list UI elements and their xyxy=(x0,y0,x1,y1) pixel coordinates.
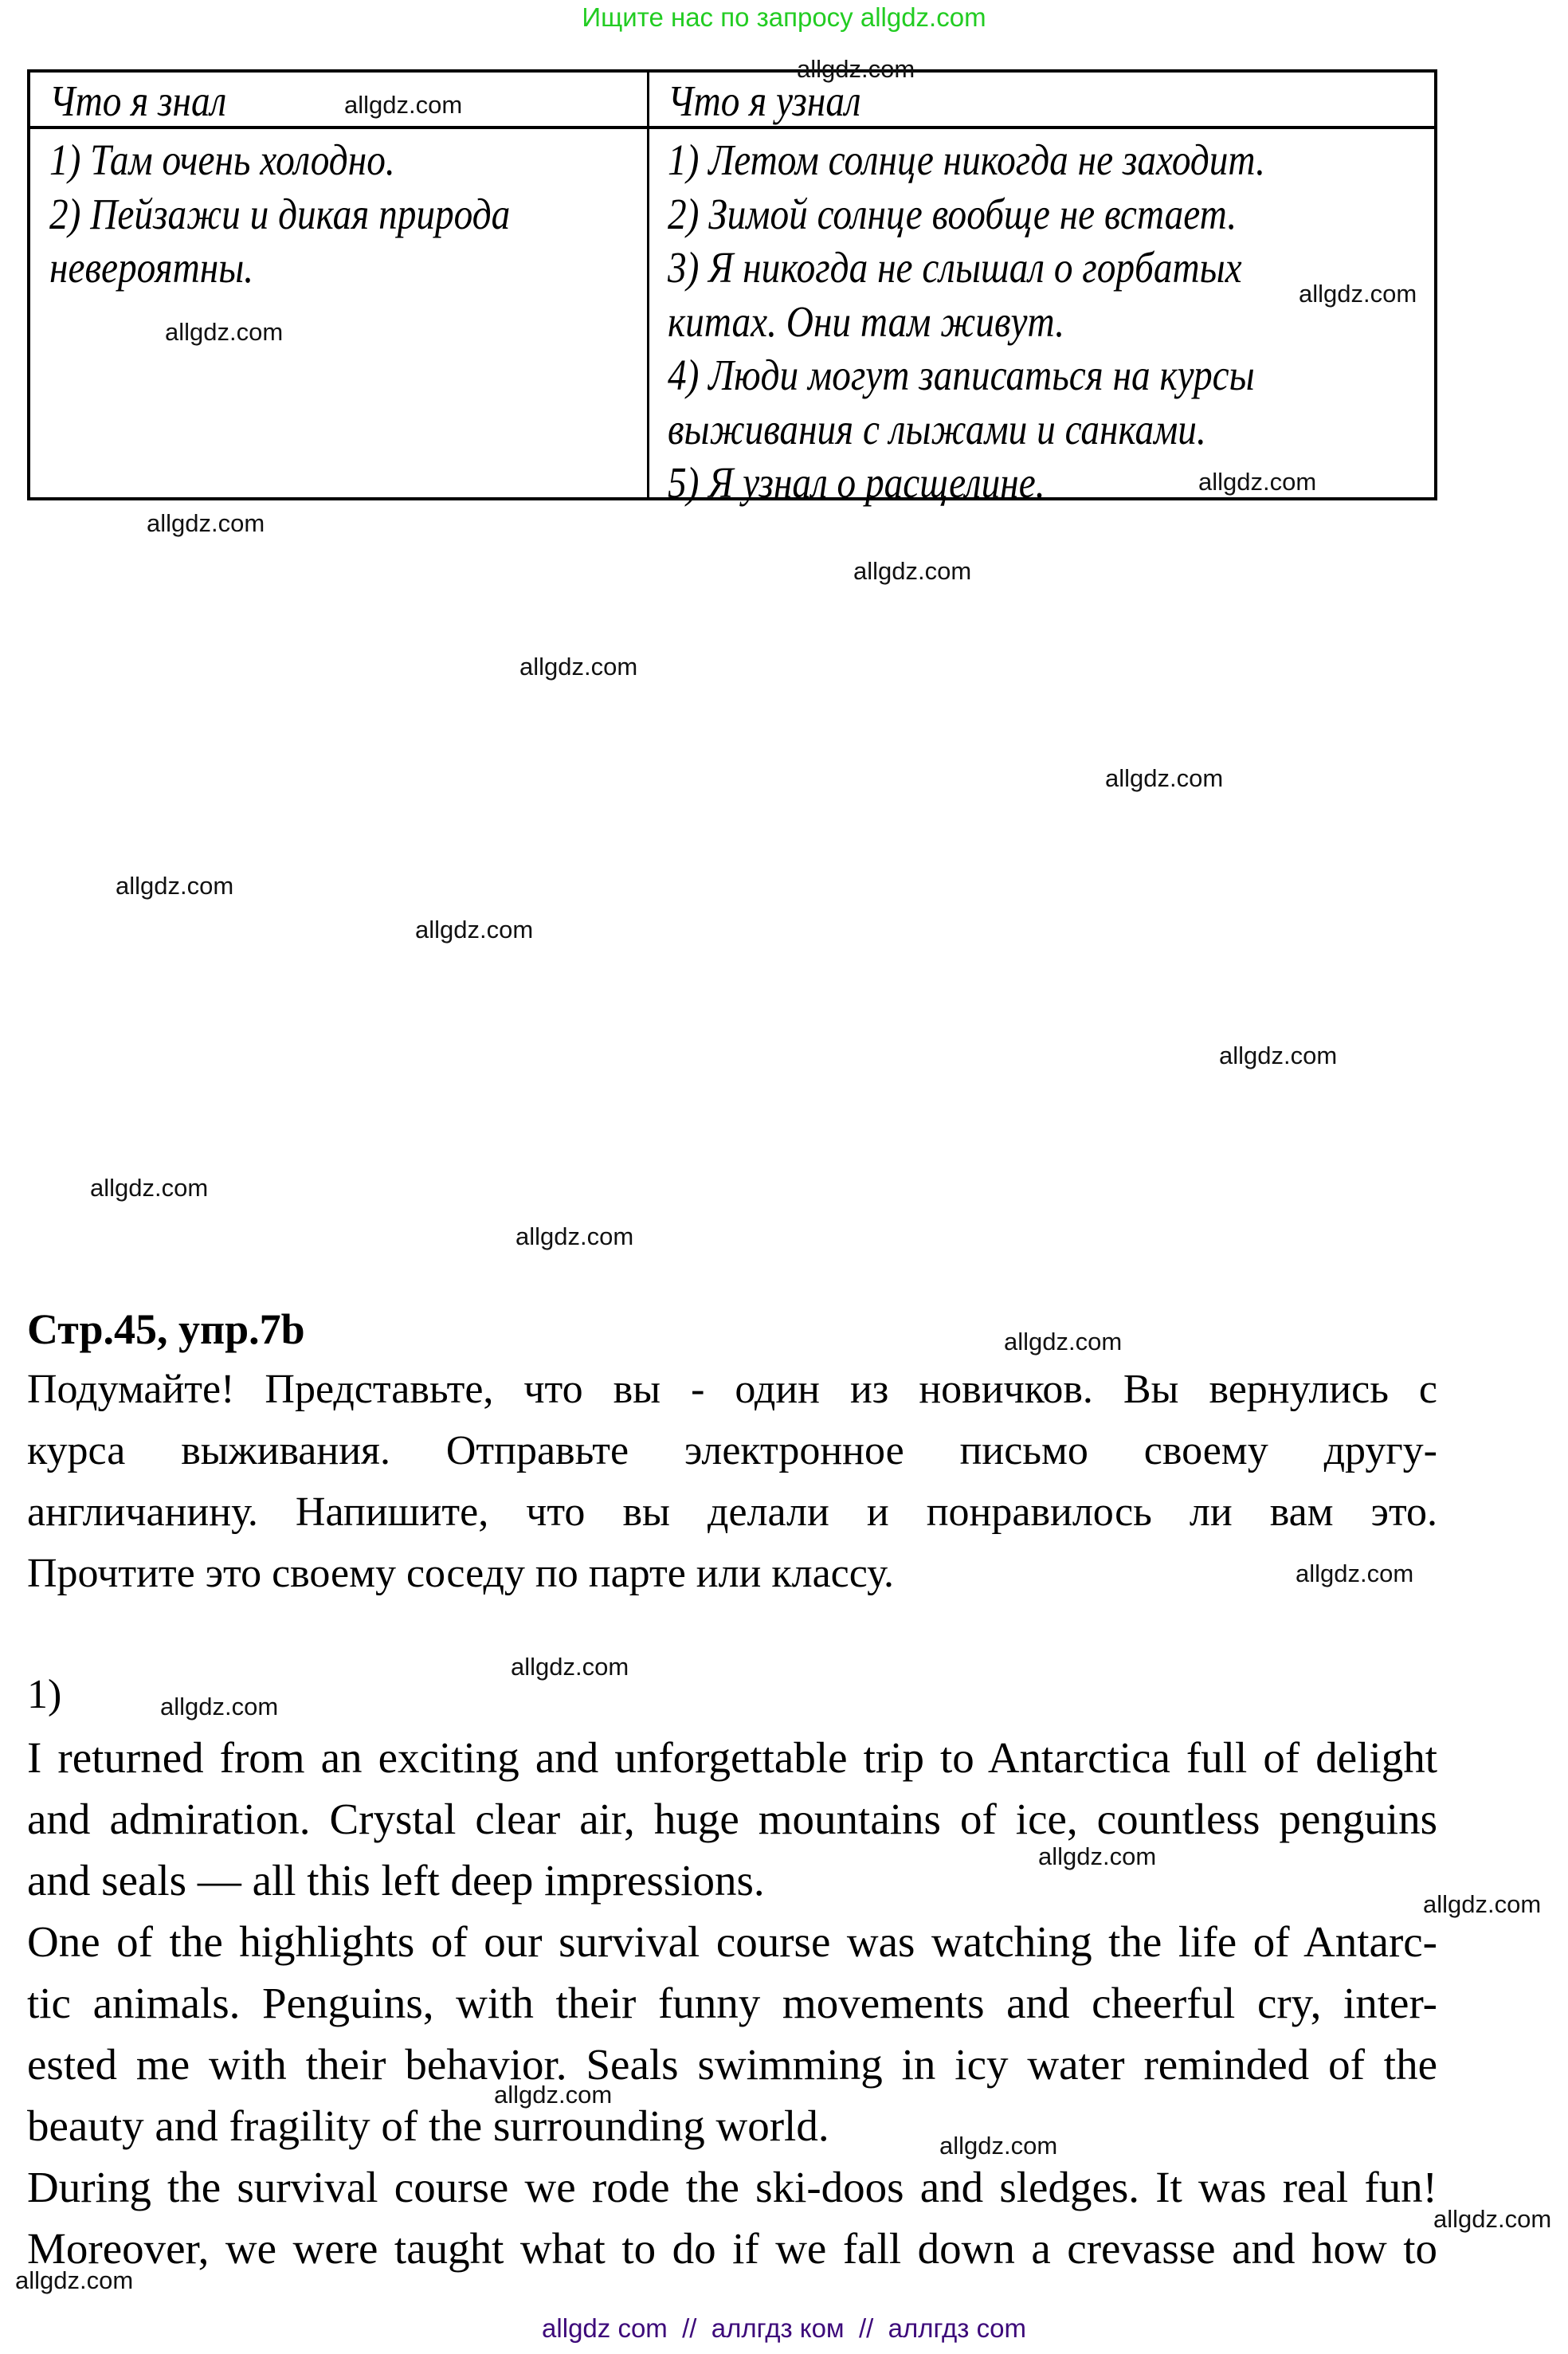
watermark: allgdz.com xyxy=(515,1222,634,1250)
learned-item: 3) Я никогда не слышал о горбатых xyxy=(668,243,1242,292)
footer-links: allgdz com // аллгдз ком // аллгдз com xyxy=(542,2313,1026,2343)
learned-item: 2) Зимой солнце вообще не встает. xyxy=(668,189,1237,238)
watermark: allgdz.com xyxy=(1004,1328,1123,1356)
watermark: allgdz.com xyxy=(160,1693,279,1720)
watermark: allgdz.com xyxy=(1038,1842,1157,1870)
exercise-heading: Стр.45, упр.7b xyxy=(27,1305,305,1353)
task-line: Подумайте! Представьте, что вы - один из новичков. Вы вернулись с xyxy=(27,1367,1437,1412)
learned-list xyxy=(668,133,1265,510)
header-what-i-learned: Что я узнал xyxy=(668,77,861,125)
answer-line: beauty and fragility of the surrounding world. xyxy=(27,2101,829,2150)
learned-item: 1) Летом солнце никогда не заходит. xyxy=(668,135,1265,184)
watermark: allgdz.com xyxy=(165,318,284,346)
watermark: allgdz.com xyxy=(1105,764,1224,792)
watermark: allgdz.com xyxy=(853,557,972,585)
knew-item: 2) Пейзажи и дикая природа xyxy=(49,189,511,238)
watermark: allgdz.com xyxy=(116,872,234,900)
knew-item: невероятны. xyxy=(49,243,254,292)
watermark: allgdz.com xyxy=(797,55,915,83)
learned-item: 5) Я узнал о расщелине. xyxy=(668,458,1045,507)
answer-line: One of the highlights of our survival course was watching the life of Antarc- xyxy=(27,1917,1437,1966)
answer-line: and seals — all this left deep impressions. xyxy=(27,1856,765,1905)
watermark: allgdz.com xyxy=(1198,468,1317,496)
watermark: allgdz.com xyxy=(1433,2205,1552,2233)
watermark: allgdz.com xyxy=(939,2132,1058,2160)
answer-line: and admiration. Crystal clear air, huge mountains of ice, countless penguins xyxy=(27,1795,1437,1843)
task-line: Прочтите это своему соседу по парте или классу. xyxy=(27,1551,894,1596)
answer-number: 1) xyxy=(27,1672,62,1717)
watermark: allgdz.com xyxy=(1299,280,1417,308)
watermark: allgdz.com xyxy=(494,2081,613,2109)
knew-item: 1) Там очень холодно. xyxy=(49,135,395,184)
answer-line: I returned from an exciting and unforgettable trip to Antarctica full of delight xyxy=(27,1733,1437,1782)
watermark: allgdz.com xyxy=(519,653,638,681)
watermark: allgdz.com xyxy=(90,1174,209,1202)
watermark: allgdz.com xyxy=(415,916,534,944)
learned-item: 4) Люди могут записаться на курсы xyxy=(668,351,1255,399)
task-line: курса выживания. Отправьте электронное письмо своему другу- xyxy=(27,1428,1437,1473)
knowledge-table xyxy=(27,69,1437,507)
answer-line: ested me with their behavior. Seals swimming in icy water reminded of the xyxy=(27,2040,1437,2089)
task-paragraph xyxy=(27,1359,1437,1604)
column-divider xyxy=(647,73,649,497)
watermark: allgdz.com xyxy=(147,509,265,537)
watermark: allgdz.com xyxy=(15,2266,134,2294)
answer-line: tic animals. Penguins, with their funny movements and cheerful cry, inter- xyxy=(27,1979,1437,2027)
learned-item: китах. Они там живут. xyxy=(668,296,1065,346)
watermark: allgdz.com xyxy=(511,1653,629,1681)
task-line: англичанину. Напишите, что вы делали и понравилось ли вам это. xyxy=(27,1489,1437,1535)
watermark: allgdz.com xyxy=(1423,1890,1542,1918)
answer-paragraph xyxy=(27,1727,1437,2279)
knew-list xyxy=(49,133,510,295)
watermark: allgdz.com xyxy=(344,91,463,119)
header-what-i-knew: Что я знал xyxy=(49,77,227,125)
watermark: allgdz.com xyxy=(1296,1560,1414,1587)
learned-item: выживания с лыжами и санками. xyxy=(668,404,1206,453)
watermark: allgdz.com xyxy=(1219,1042,1338,1069)
answer-line: During the survival course we rode the ski-doos and sledges. It was real fun! xyxy=(27,2163,1437,2211)
search-banner: Ищите нас по запросу allgdz.com xyxy=(582,2,986,32)
answer-line: Moreover, we were taught what to do if we fall down a crevasse and how to xyxy=(27,2224,1437,2273)
